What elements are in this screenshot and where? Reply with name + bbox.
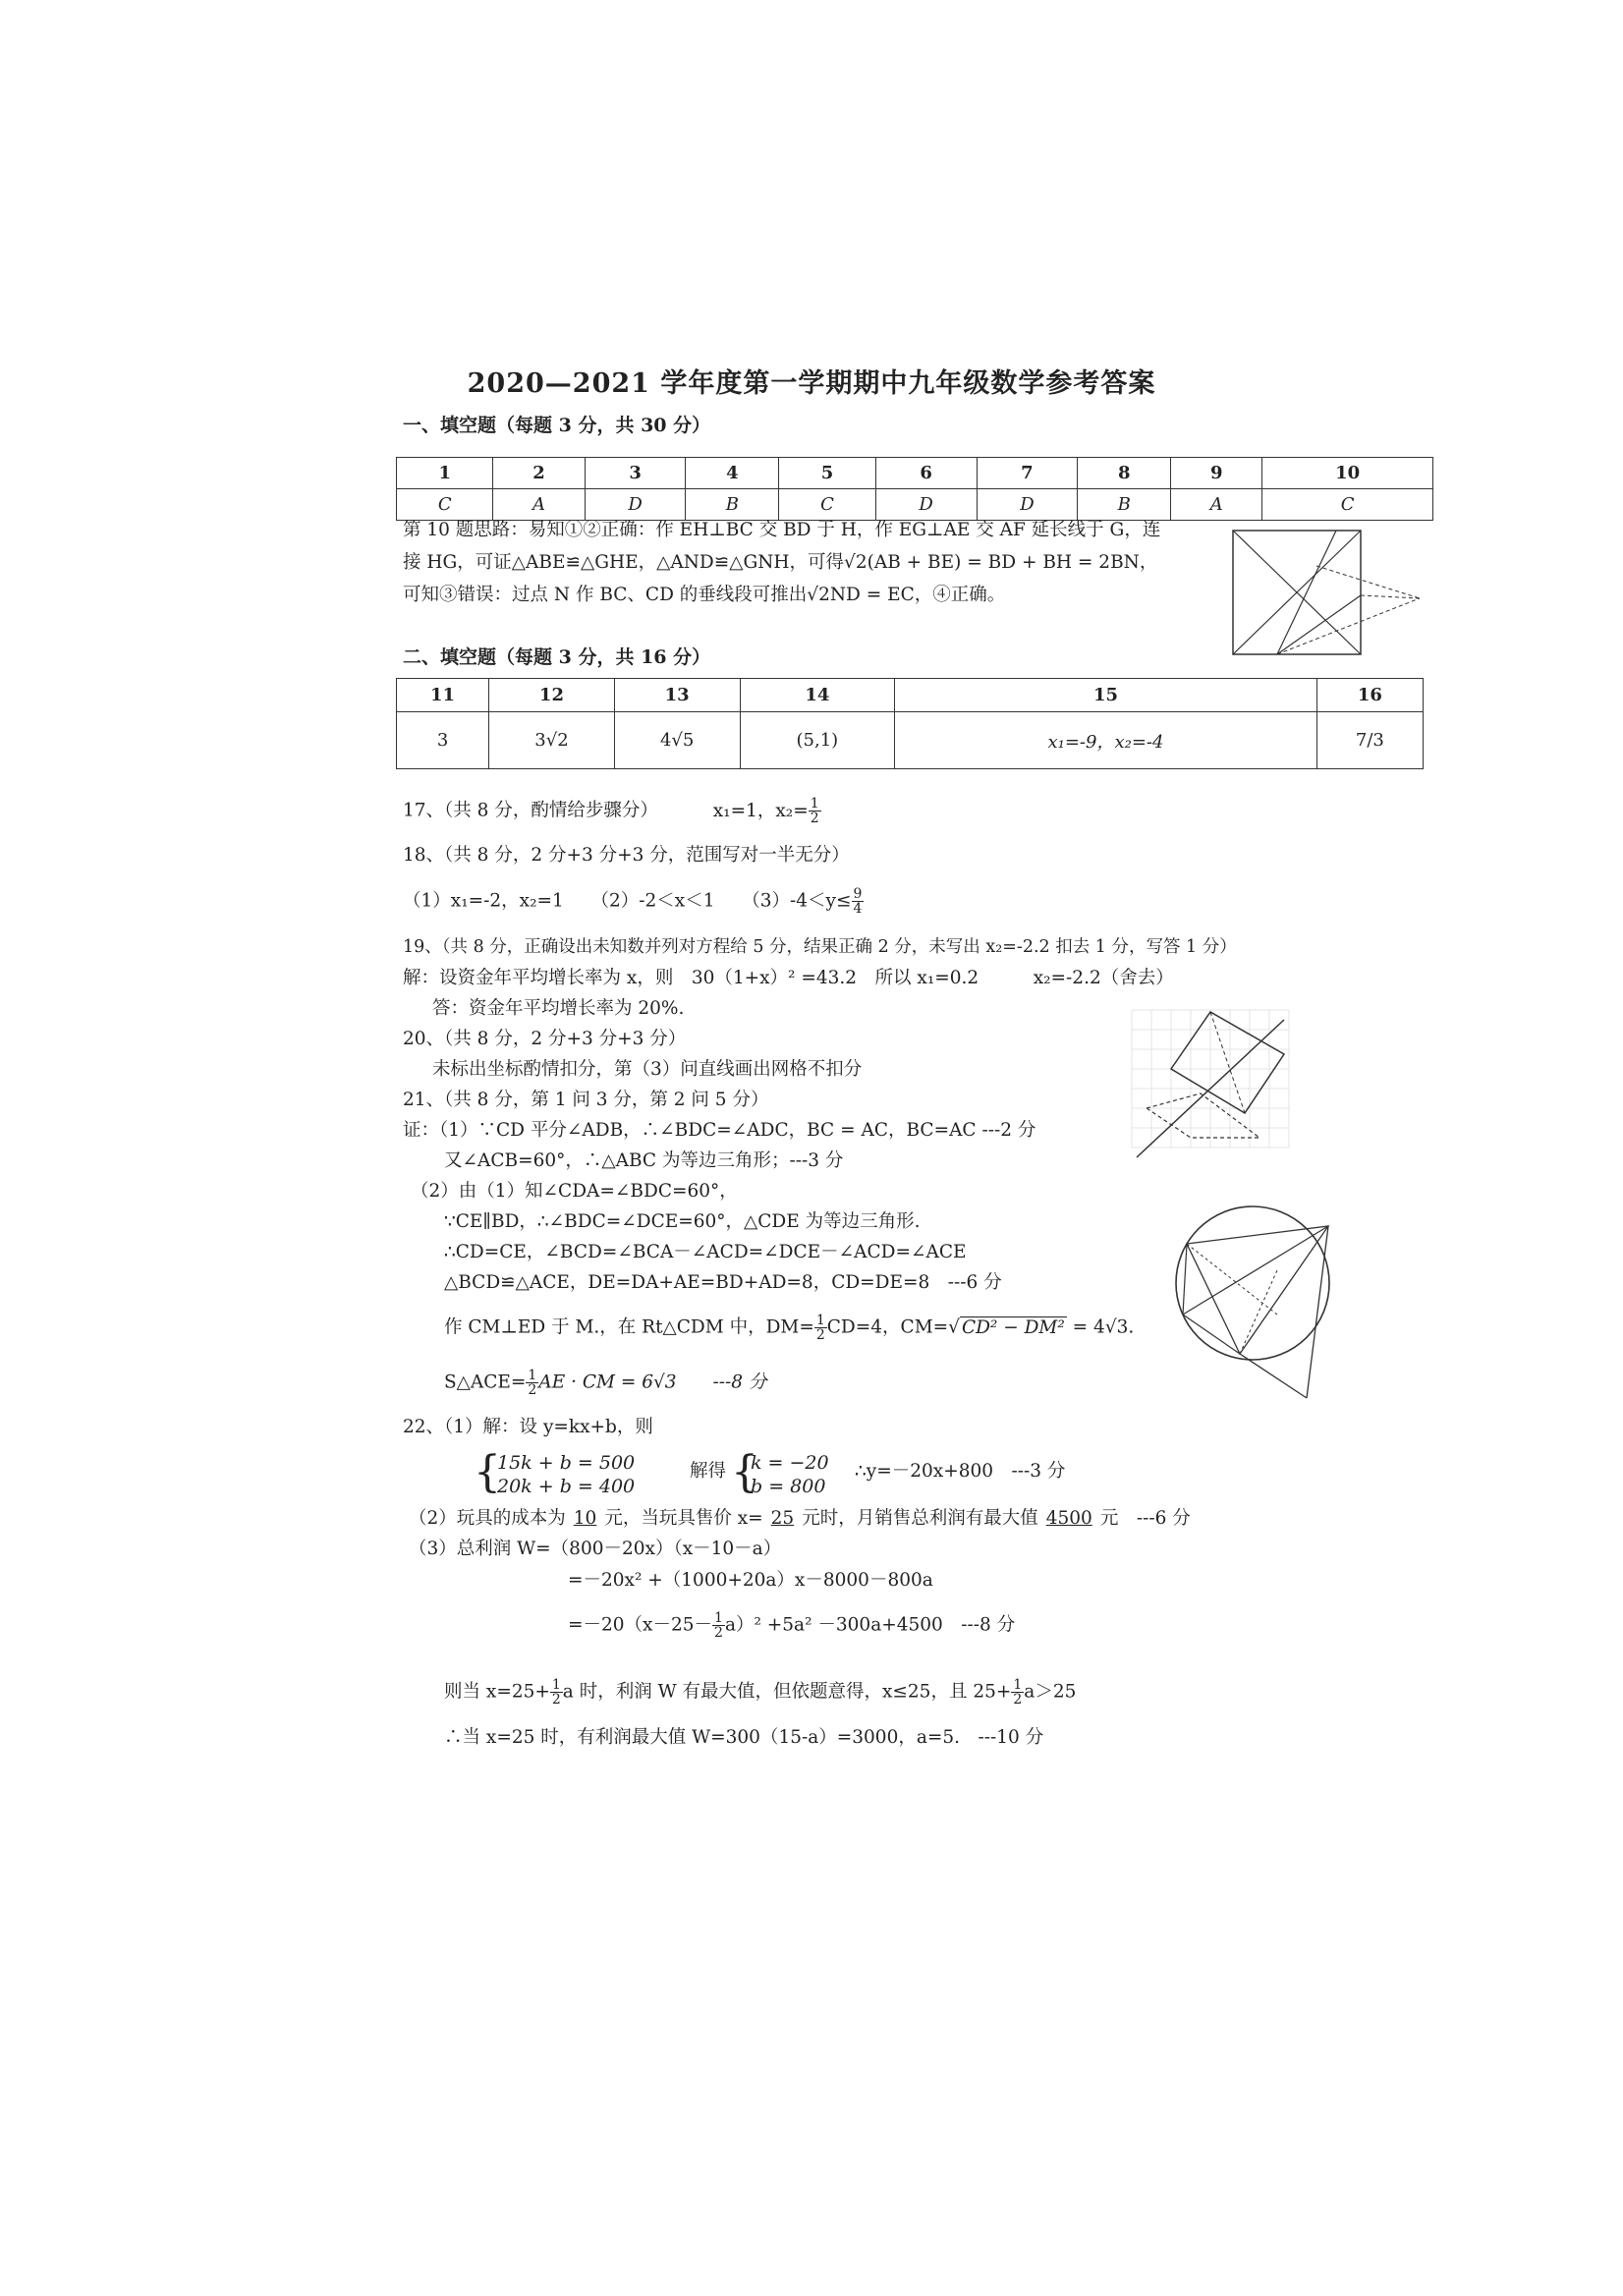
table-cell: 6 [875,458,977,489]
table-cell: 4 [686,458,779,489]
table-cell: 1 [397,458,493,489]
equation: b = 800 [751,1476,826,1497]
table-header-row [397,458,1433,489]
q22-part2 [409,1508,1191,1530]
section2-heading: 二、填空题（每题 3 分，共 16 分） [403,646,711,668]
text: = 4√3. [1066,1316,1135,1338]
price-value: 25 [770,1508,795,1529]
text: 元时，月销售总利润有最大值 [802,1508,1038,1529]
text: 作 CM⊥ED 于 M.，在 Rt△CDM 中，DM= [444,1316,814,1338]
text: 元，当玩具售价 x= [604,1508,763,1529]
q21-proof-5: ∴CD=CE，∠BCD=∠BCA－∠ACD=∠DCE－∠ACD=∠ACE [444,1242,967,1262]
table-cell: A [1171,489,1262,521]
table-cell: 3 [585,458,686,489]
brace-icon: { [731,1447,758,1497]
table-cell: 14 [740,679,895,712]
table-cell: 16 [1316,679,1423,712]
max-profit-value: 4500 [1045,1508,1092,1529]
q18-line: 18、（共 8 分，2 分+3 分+3 分，范围写对一半无分） [403,845,850,866]
table-cell: A [493,489,585,521]
q17-answer: x₁=1，x₂= [712,800,809,821]
fraction: $\frac{1}{2}$ [1013,1677,1023,1708]
table-cell: 5 [779,458,875,489]
table-cell: 9 [1171,458,1262,489]
brace-icon: { [474,1447,501,1497]
table-cell: 3 [397,712,489,769]
table-cell: B [686,489,779,521]
q17-label: 17、（共 8 分，酌情给步骤分） [403,800,658,821]
table-cell: D [875,489,977,521]
q21-proof-3: （2）由（1）知∠CDA=∠BDC=60°， [411,1181,738,1202]
text: =－20（x－25－ [568,1614,713,1636]
text: a 时，利润 W 有最大值，但依题意得，x≤25，且 25+ [562,1681,1012,1703]
q22-solve-label: 解得 [690,1461,727,1482]
table-cell: x₁=-9，x₂=-4 [895,712,1317,769]
q21-proof-4: ∵CE∥BD，∴∠BDC=∠DCE=60°，△CDE 为等边三角形. [444,1211,921,1232]
table-cell: 7 [977,458,1078,489]
q10-square-figure [1228,527,1425,662]
fraction: $\frac{1}{2}$ [528,1368,537,1398]
cost-value: 10 [573,1508,597,1529]
q17-line [403,797,821,825]
text: 则当 x=25+ [444,1681,550,1703]
table-cell: D [585,489,686,521]
fraction: $\frac{1}{2}$ [815,1313,825,1343]
table-cell: 11 [397,679,489,712]
q21-area-line [444,1369,766,1397]
table-cell: C [1262,489,1433,521]
equation: k = −20 [751,1452,829,1474]
fraction: $\frac{1}{2}$ [810,796,819,826]
q10-note-line: 接 HG，可证△ABE≌△GHE，△AND≌△GNH，可得√2(AB + BE) = BD + BH = 2BN， [403,552,1158,573]
table-cell: D [977,489,1078,521]
table-header-row [397,679,1424,712]
fraction: $\frac{9}{4}$ [853,886,863,917]
table-cell: 10 [1262,458,1433,489]
table-cell: (5,1) [740,712,895,769]
table-row [397,489,1433,521]
table-cell: 8 [1078,458,1171,489]
q22-final: ∴当 x=25 时，有利润最大值 W=300（15-a）=3000，a=5. ---10 分 [444,1727,1044,1748]
text: S△ACE= [444,1372,527,1393]
q20-line: 20、（共 8 分，2 分+3 分+3 分） [403,1029,687,1049]
equation: 20k + b = 400 [497,1476,636,1497]
table-cell: C [397,489,493,521]
page-title: 2020—2021 学年度第一学期期中九年级数学参考答案 [467,368,1156,399]
text: 元 ---6 分 [1099,1508,1191,1529]
q21-proof-7: 作 CM⊥ED 于 M.，在 Rt△CDM 中，DM= $\frac{1}{2}$ CD=4，CM=√ CD² − DM² = 4√3. [444,1313,1135,1343]
q22-part3-step3 [568,1611,1015,1640]
q21-line: 21、（共 8 分，第 1 问 3 分，第 2 问 5 分） [403,1090,769,1110]
fraction: $\frac{1}{2}$ [551,1677,561,1708]
q20-grid-figure [1122,1000,1299,1159]
q22-part3-step2: =－20x² +（1000+20a）x－8000－800a [568,1570,933,1591]
table-cell: B [1078,489,1171,521]
q22-result: ∴y=－20x+800 ---3 分 [855,1461,1066,1482]
q21-proof-6: △BCD≌△ACE，DE=DA+AE=BD+AD=8，CD=DE=8 ---6 分 [444,1272,1002,1293]
q22-conclusion [444,1678,1076,1707]
table-cell: C [779,489,875,521]
text: AE · CM = 6√3 ---8 分 [538,1372,767,1393]
q10-note-line: 可知③错误：过点 N 作 BC、CD 的垂线段可推出√2ND = EC，④正确。 [403,585,1006,605]
section1-answer-table [396,457,1433,521]
table-cell: 12 [489,679,615,712]
table-cell: 13 [614,679,740,712]
q21-proof-1: 证：（1）∵CD 平分∠ADB，∴∠BDC=∠ADC，BC = AC，BC=AC ---2 分 [403,1120,1036,1141]
q22-solution [731,1447,829,1498]
table-cell: 7/3 [1316,712,1423,769]
fraction: $\frac{1}{2}$ [714,1610,723,1641]
table-cell: 2 [493,458,585,489]
sqrt-expression: CD² − DM² [961,1316,1065,1338]
q19-solution: 解：设资金年平均增长率为 x，则 30（1+x）² =43.2 所以 x₁=0.2 x₂=-2.2（舍去） [403,968,1174,988]
q18-answer: （1）x₁=-2，x₂=1 （2）-2＜x＜1 （3）-4＜y≤ [403,890,852,912]
table-row [397,712,1424,769]
section1-heading: 一、填空题（每题 3 分，共 30 分） [403,415,711,436]
text: a）² +5a² －300a+4500 ---8 分 [724,1614,1016,1636]
q20-note: 未标出坐标酌情扣分，第（3）问直线画出网格不扣分 [432,1059,863,1080]
q19-line: 19、（共 8 分，正确设出未知数并列对方程给 5 分，结果正确 2 分，未写出 x₂=-2.2 扣去 1 分，写答 1 分） [403,937,1237,957]
table-cell: 4√5 [614,712,740,769]
q10-note-line: 第 10 题思路：易知①②正确：作 EH⊥BC 交 BD 于 H，作 EG⊥AE 交 AF 延长线于 G，连 [403,520,1161,540]
q22-line: 22、（1）解：设 y=kx+b，则 [403,1417,653,1437]
q22-part3: （3）总利润 W=（800－20x）（x－10－a） [409,1539,782,1559]
text: CD=4，CM= [826,1316,949,1338]
table-cell: 15 [895,679,1317,712]
equation: 15k + b = 500 [497,1452,636,1474]
text: a＞25 [1024,1681,1077,1703]
text: （2）玩具的成本为 [409,1508,566,1529]
q19-answer: 答：资金年平均增长率为 20%. [432,998,685,1019]
section2-answer-table [396,678,1424,769]
q18-answer-line [403,887,864,916]
q21-proof-2: 又∠ACB=60°，∴△ABC 为等边三角形；---3 分 [444,1150,844,1171]
q21-circle-figure [1169,1197,1356,1403]
q22-system [474,1447,636,1498]
table-cell: 3√2 [489,712,615,769]
